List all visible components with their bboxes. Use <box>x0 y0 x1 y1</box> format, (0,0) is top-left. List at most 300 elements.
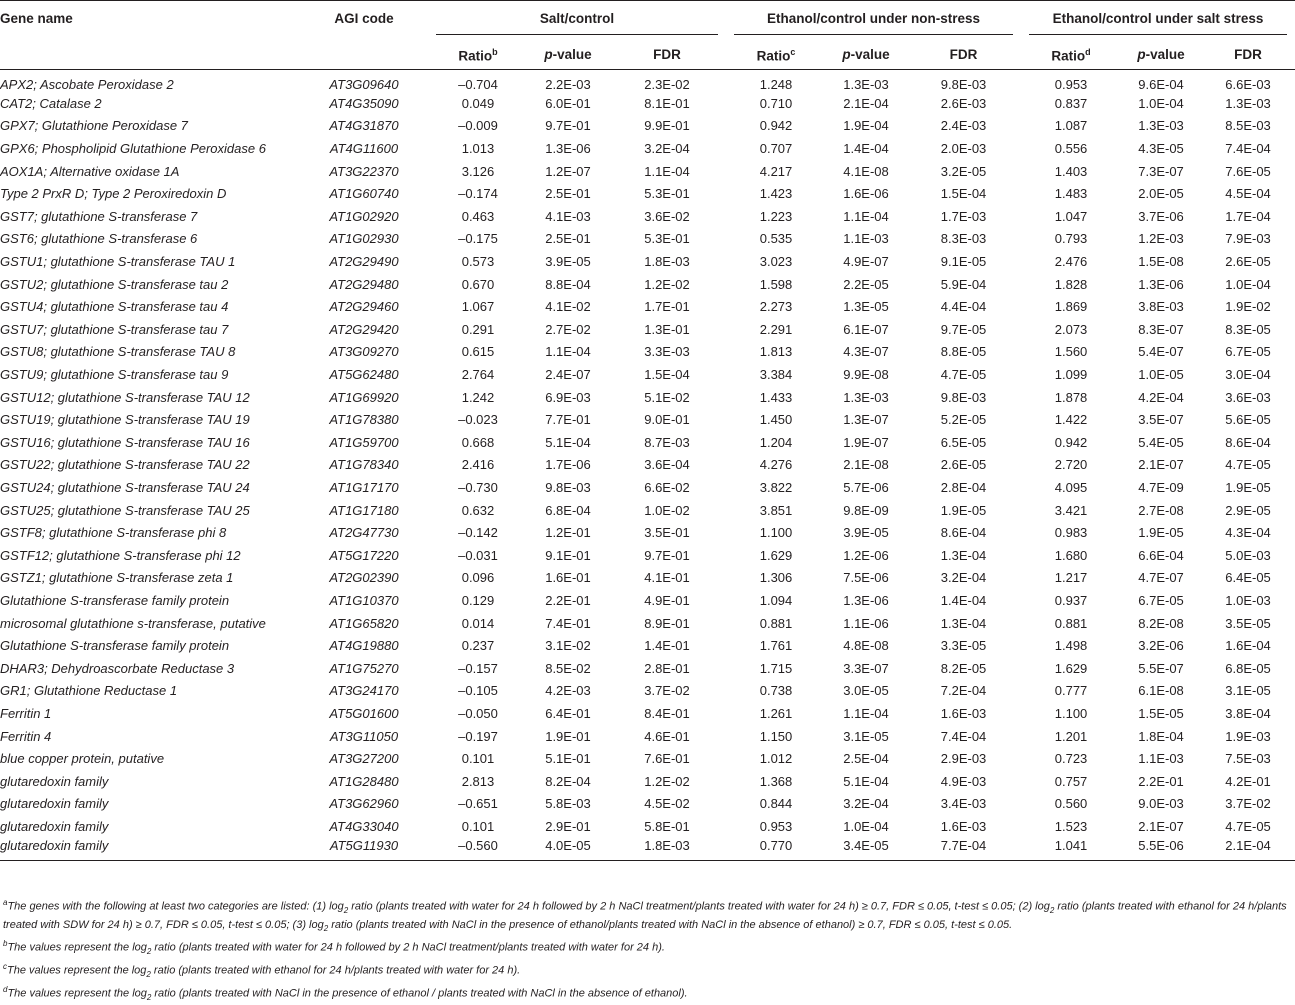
cell-eth-fdr: 9.7E-05 <box>940 321 987 337</box>
table-row <box>0 725 1295 748</box>
cell-eth-fdr: 9.1E-05 <box>940 254 987 270</box>
cell-eth-ratio: 1.204 <box>759 434 793 450</box>
cell-gene-name: CAT2; Catalase 2 <box>0 95 102 111</box>
cell-gene-name: DHAR3; Dehydroascorbate Reductase 3 <box>0 660 235 676</box>
header-row-columns <box>0 39 1295 70</box>
cell-eth-fdr: 3.4E-03 <box>940 796 987 812</box>
cell-eth-pvalue: 3.0E-05 <box>843 683 889 699</box>
cell-ethsalt-fdr: 4.2E-01 <box>1225 773 1271 789</box>
cell-eth-ratio: 3.384 <box>759 367 793 383</box>
cell-salt-ratio: 0.129 <box>461 592 495 608</box>
cell-ethsalt-pvalue: 2.2E-01 <box>1138 773 1184 789</box>
table-row <box>0 228 1295 251</box>
cell-salt-pvalue: 8.8E-04 <box>545 276 591 292</box>
cell-ethsalt-pvalue: 2.1E-07 <box>1138 818 1184 834</box>
cell-gene-name: AOX1A; Alternative oxidase 1A <box>0 163 180 179</box>
cell-eth-fdr: 1.9E-05 <box>940 502 987 518</box>
cell-ethsalt-fdr: 1.0E-03 <box>1225 592 1271 608</box>
cell-agi-code: AT1G17180 <box>329 502 399 518</box>
cell-ethsalt-pvalue: 4.2E-04 <box>1138 389 1184 405</box>
cell-eth-ratio: 2.273 <box>759 299 793 315</box>
cell-agi-code: AT2G29490 <box>329 254 399 270</box>
cell-ethsalt-fdr: 1.9E-03 <box>1225 728 1271 744</box>
cell-eth-ratio: 3.822 <box>759 479 793 495</box>
cell-agi-code: AT3G09640 <box>329 77 399 93</box>
cell-ethsalt-ratio: 1.828 <box>1054 276 1088 292</box>
cell-eth-ratio: 0.738 <box>759 683 793 699</box>
cell-salt-fdr: 4.9E-01 <box>644 592 690 608</box>
table-row <box>0 363 1295 386</box>
cell-ethsalt-ratio: 3.421 <box>1054 502 1088 518</box>
table-row <box>0 115 1295 138</box>
cell-salt-ratio: –0.197 <box>458 728 498 744</box>
cell-eth-pvalue: 5.7E-06 <box>843 479 889 495</box>
cell-ethsalt-fdr: 3.7E-02 <box>1225 796 1271 812</box>
cell-ethsalt-fdr: 6.6E-03 <box>1225 77 1271 93</box>
cell-agi-code: AT1G17170 <box>329 479 399 495</box>
cell-salt-pvalue: 9.8E-03 <box>545 479 591 495</box>
cell-salt-fdr: 8.9E-01 <box>644 615 690 631</box>
cell-salt-ratio: 0.101 <box>461 751 495 767</box>
cell-agi-code: AT4G19880 <box>329 638 399 654</box>
cell-eth-ratio: 0.707 <box>759 141 793 157</box>
cell-ethsalt-pvalue: 5.5E-06 <box>1138 838 1184 854</box>
cell-eth-pvalue: 4.9E-07 <box>843 254 889 270</box>
cell-eth-fdr: 1.6E-03 <box>940 705 987 721</box>
cell-salt-fdr: 1.4E-01 <box>644 638 690 654</box>
cell-ethsalt-ratio: 0.942 <box>1054 434 1088 450</box>
cell-ethsalt-pvalue: 9.0E-03 <box>1138 796 1184 812</box>
cell-ethsalt-pvalue: 1.5E-08 <box>1138 254 1184 270</box>
table-footnotes <box>3 895 1293 1005</box>
cell-eth-ratio: 0.881 <box>759 615 793 631</box>
cell-ethsalt-pvalue: 2.7E-08 <box>1138 502 1184 518</box>
cell-salt-ratio: –0.560 <box>458 838 498 854</box>
cell-ethsalt-pvalue: 4.3E-05 <box>1138 141 1184 157</box>
cell-salt-pvalue: 1.7E-06 <box>545 457 591 473</box>
footnote-c: $^c$The values represent the $\log_2$ ratio (plants treated with ethanol for 24 h/plants treated with water for 24 h). <box>3 961 521 979</box>
cell-ethsalt-fdr: 8.6E-04 <box>1225 434 1271 450</box>
cell-eth-fdr: 2.6E-05 <box>940 457 987 473</box>
cell-ethsalt-fdr: 5.0E-03 <box>1225 547 1271 563</box>
cell-ethsalt-pvalue: 6.1E-08 <box>1138 683 1184 699</box>
cell-salt-ratio: –0.031 <box>458 547 498 563</box>
cell-eth-pvalue: 4.1E-08 <box>843 163 889 179</box>
cell-salt-ratio: 0.049 <box>461 95 495 111</box>
cell-gene-name: GSTU7; glutathione S-transferase tau 7 <box>0 321 229 337</box>
cell-salt-fdr: 1.8E-03 <box>644 254 690 270</box>
cell-ethsalt-fdr: 3.6E-03 <box>1225 389 1271 405</box>
table-row <box>0 521 1295 544</box>
cell-eth-ratio: 1.261 <box>759 705 793 721</box>
cell-salt-pvalue: 2.2E-01 <box>545 592 591 608</box>
cell-ethsalt-ratio: 1.523 <box>1054 818 1088 834</box>
cell-agi-code: AT1G75270 <box>329 660 399 676</box>
cell-ethsalt-fdr: 7.9E-03 <box>1225 231 1271 247</box>
cell-salt-fdr: 9.7E-01 <box>644 547 690 563</box>
cell-salt-ratio: 0.101 <box>461 818 495 834</box>
cell-ethsalt-ratio: 2.476 <box>1054 254 1088 270</box>
header-ratio-c: Ratio$^c$ <box>726 39 826 70</box>
cell-salt-ratio: 0.668 <box>461 434 495 450</box>
cell-gene-name: GST6; glutathione S-transferase 6 <box>0 231 198 247</box>
cell-eth-fdr: 4.4E-04 <box>940 299 987 315</box>
cell-salt-pvalue: 8.2E-04 <box>545 773 591 789</box>
cell-ethsalt-pvalue: 1.2E-03 <box>1138 231 1184 247</box>
cell-ethsalt-fdr: 7.5E-03 <box>1225 751 1271 767</box>
cell-ethsalt-pvalue: 4.7E-07 <box>1138 570 1184 586</box>
cell-agi-code: AT2G29420 <box>329 321 399 337</box>
cell-gene-name: GSTU9; glutathione S-transferase tau 9 <box>0 367 229 383</box>
table-row <box>0 273 1295 296</box>
cell-salt-ratio: –0.704 <box>458 77 498 93</box>
cell-ethsalt-ratio: 0.793 <box>1054 231 1088 247</box>
cell-salt-ratio: 0.632 <box>461 502 495 518</box>
cell-salt-pvalue: 6.0E-01 <box>545 95 591 111</box>
table-row <box>0 589 1295 612</box>
cell-salt-pvalue: 2.5E-01 <box>545 231 591 247</box>
cell-gene-name: GSTU4; glutathione S-transferase tau 4 <box>0 299 229 315</box>
cell-eth-ratio: 1.813 <box>759 344 793 360</box>
cell-ethsalt-pvalue: 6.7E-05 <box>1138 592 1184 608</box>
cell-ethsalt-fdr: 2.1E-04 <box>1225 838 1271 854</box>
cell-salt-ratio: –0.157 <box>458 660 498 676</box>
cell-ethsalt-ratio: 4.095 <box>1054 479 1088 495</box>
cell-eth-pvalue: 3.4E-05 <box>843 838 889 854</box>
header-empty-gene <box>0 39 300 70</box>
header-empty-agi <box>300 39 428 70</box>
cell-agi-code: AT3G62960 <box>329 796 399 812</box>
cell-salt-ratio: –0.023 <box>458 412 498 428</box>
cell-gene-name: Type 2 PrxR D; Type 2 Peroxiredoxin D <box>0 186 227 202</box>
cell-ethsalt-ratio: 0.723 <box>1054 751 1088 767</box>
cell-agi-code: AT1G28480 <box>329 773 399 789</box>
header-group-ethanol-salt: Ethanol/control under salt stress <box>1021 1 1295 40</box>
cell-eth-ratio: 1.715 <box>759 660 793 676</box>
cell-ethsalt-fdr: 4.5E-04 <box>1225 186 1271 202</box>
cell-ethsalt-ratio: 1.629 <box>1054 660 1088 676</box>
cell-salt-fdr: 1.0E-02 <box>644 502 690 518</box>
cell-salt-fdr: 3.6E-04 <box>644 457 690 473</box>
cell-agi-code: AT2G29480 <box>329 276 399 292</box>
cell-agi-code: AT3G24170 <box>329 683 399 699</box>
cell-ethsalt-ratio: 1.201 <box>1054 728 1088 744</box>
cell-eth-pvalue: 1.3E-07 <box>843 412 889 428</box>
cell-eth-fdr: 1.5E-04 <box>940 186 987 202</box>
cell-ethsalt-pvalue: 9.6E-04 <box>1138 77 1184 93</box>
cell-ethsalt-fdr: 8.5E-03 <box>1225 118 1271 134</box>
cell-agi-code: AT3G11050 <box>329 728 399 744</box>
cell-ethsalt-fdr: 2.6E-05 <box>1225 254 1271 270</box>
header-row-groups <box>0 1 1295 40</box>
cell-eth-pvalue: 1.9E-07 <box>843 434 889 450</box>
cell-ethsalt-fdr: 1.0E-04 <box>1225 276 1271 292</box>
cell-ethsalt-ratio: 1.087 <box>1054 118 1088 134</box>
cell-eth-pvalue: 2.1E-08 <box>843 457 889 473</box>
cell-eth-fdr: 7.2E-04 <box>940 683 987 699</box>
cell-gene-name: GSTU12; glutathione S-transferase TAU 12 <box>0 389 250 405</box>
cell-gene-name: glutaredoxin family <box>0 838 109 854</box>
cell-gene-name: GSTF12; glutathione S-transferase phi 12 <box>0 547 241 563</box>
table-row <box>0 634 1295 657</box>
cell-agi-code: AT1G78340 <box>329 457 399 473</box>
cell-salt-fdr: 8.1E-01 <box>644 95 690 111</box>
cell-ethsalt-ratio: 1.878 <box>1054 389 1088 405</box>
cell-eth-pvalue: 3.1E-05 <box>843 728 889 744</box>
cell-ethsalt-pvalue: 1.3E-06 <box>1138 276 1184 292</box>
cell-agi-code: AT1G69920 <box>329 389 399 405</box>
cell-ethsalt-ratio: 1.403 <box>1054 163 1088 179</box>
cell-salt-pvalue: 3.9E-05 <box>545 254 591 270</box>
footnote-b: $^b$The values represent the $\log_2$ ratio (plants treated with water for 24 h followed by 2 h NaCl treatment/plants treated with water for 24 h). <box>3 939 665 956</box>
cell-salt-pvalue: 6.8E-04 <box>545 502 591 518</box>
cell-salt-fdr: 3.5E-01 <box>644 525 690 541</box>
cell-eth-ratio: 1.012 <box>759 751 793 767</box>
cell-salt-fdr: 8.7E-03 <box>644 434 690 450</box>
cell-ethsalt-fdr: 6.4E-05 <box>1225 570 1271 586</box>
cell-gene-name: GSTU8; glutathione S-transferase TAU 8 <box>0 344 236 360</box>
cell-salt-pvalue: 2.7E-02 <box>545 321 591 337</box>
cell-gene-name: microsomal glutathione s-transferase, putative <box>0 615 266 631</box>
cell-ethsalt-ratio: 0.560 <box>1054 796 1088 812</box>
cell-ethsalt-ratio: 0.777 <box>1054 683 1088 699</box>
cell-eth-fdr: 9.8E-03 <box>940 389 987 405</box>
cell-agi-code: AT2G02390 <box>329 570 399 586</box>
cell-ethsalt-ratio: 1.217 <box>1054 570 1088 586</box>
cell-eth-pvalue: 3.9E-05 <box>843 525 889 541</box>
cell-agi-code: AT2G47730 <box>329 525 399 541</box>
cell-salt-ratio: 0.670 <box>461 276 495 292</box>
cell-salt-pvalue: 6.9E-03 <box>545 389 591 405</box>
cell-ethsalt-pvalue: 1.8E-04 <box>1138 728 1184 744</box>
cell-salt-fdr: 4.1E-01 <box>644 570 690 586</box>
cell-ethsalt-pvalue: 3.8E-03 <box>1138 299 1184 315</box>
cell-eth-pvalue: 1.0E-04 <box>843 818 889 834</box>
cell-ethsalt-pvalue: 6.6E-04 <box>1138 547 1184 563</box>
cell-eth-ratio: 1.150 <box>759 728 793 744</box>
cell-agi-code: AT1G02930 <box>329 231 399 247</box>
cell-eth-pvalue: 2.2E-05 <box>843 276 889 292</box>
table-row <box>0 815 1295 838</box>
cell-eth-fdr: 2.8E-04 <box>940 479 987 495</box>
cell-eth-fdr: 8.3E-03 <box>940 231 987 247</box>
cell-eth-fdr: 3.2E-05 <box>940 163 987 179</box>
cell-eth-pvalue: 1.3E-03 <box>843 77 889 93</box>
cell-agi-code: AT5G11930 <box>329 838 399 854</box>
cell-ethsalt-ratio: 2.073 <box>1054 321 1088 337</box>
header-pvalue-1: p-value <box>528 39 608 70</box>
cell-ethsalt-fdr: 4.3E-04 <box>1225 525 1271 541</box>
cell-gene-name: glutaredoxin family <box>0 796 109 812</box>
cell-salt-fdr: 1.3E-01 <box>644 321 690 337</box>
cell-eth-ratio: 0.710 <box>759 95 793 111</box>
cell-ethsalt-fdr: 4.7E-05 <box>1225 457 1271 473</box>
cell-gene-name: GSTZ1; glutathione S-transferase zeta 1 <box>0 570 234 586</box>
cell-salt-pvalue: 4.1E-03 <box>545 208 591 224</box>
table-row <box>0 544 1295 567</box>
cell-gene-name: Ferritin 1 <box>0 705 52 721</box>
table-row <box>0 205 1295 228</box>
cell-salt-ratio: 0.014 <box>461 615 495 631</box>
cell-salt-ratio: –0.175 <box>458 231 498 247</box>
footnote-d: $^d$The values represent the $\log_2$ ratio (plants treated with NaCl in the presence of ethanol / plants treated with NaCl in the absence of ethanol). <box>3 984 688 1002</box>
cell-gene-name: GPX6; Phospholipid Glutathione Peroxidase 6 <box>0 141 266 157</box>
cell-ethsalt-fdr: 8.3E-05 <box>1225 321 1271 337</box>
cell-eth-ratio: 0.844 <box>759 796 793 812</box>
cell-ethsalt-fdr: 6.7E-05 <box>1225 344 1271 360</box>
cell-gene-name: GPX7; Glutathione Peroxidase 7 <box>0 118 188 134</box>
cell-eth-pvalue: 1.3E-06 <box>843 592 889 608</box>
table-row <box>0 454 1295 477</box>
cell-salt-ratio: 0.615 <box>461 344 495 360</box>
cell-eth-ratio: 1.450 <box>759 412 793 428</box>
table-row <box>0 431 1295 454</box>
cell-ethsalt-pvalue: 3.2E-06 <box>1138 638 1184 654</box>
cell-agi-code: AT3G22370 <box>329 163 399 179</box>
cell-salt-fdr: 5.3E-01 <box>644 186 690 202</box>
cell-eth-ratio: 1.761 <box>759 638 793 654</box>
cell-eth-ratio: 1.094 <box>759 592 793 608</box>
cell-eth-pvalue: 1.1E-04 <box>843 208 889 224</box>
cell-gene-name: GSTU24; glutathione S-transferase TAU 24 <box>0 479 250 495</box>
cell-ethsalt-fdr: 5.6E-05 <box>1225 412 1271 428</box>
cell-ethsalt-ratio: 1.680 <box>1054 547 1088 563</box>
cell-salt-fdr: 9.0E-01 <box>644 412 690 428</box>
cell-ethsalt-ratio: 1.483 <box>1054 186 1088 202</box>
cell-salt-fdr: 5.3E-01 <box>644 231 690 247</box>
cell-eth-pvalue: 7.5E-06 <box>843 570 889 586</box>
cell-ethsalt-ratio: 0.937 <box>1054 592 1088 608</box>
cell-salt-pvalue: 1.2E-07 <box>545 163 591 179</box>
cell-salt-ratio: 2.813 <box>461 773 495 789</box>
cell-ethsalt-fdr: 3.8E-04 <box>1225 705 1271 721</box>
cell-eth-fdr: 6.5E-05 <box>940 434 987 450</box>
cell-salt-pvalue: 2.2E-03 <box>545 77 591 93</box>
cell-salt-pvalue: 5.1E-04 <box>545 434 591 450</box>
table-row <box>0 838 1295 861</box>
cell-salt-pvalue: 9.7E-01 <box>545 118 591 134</box>
cell-salt-pvalue: 9.1E-01 <box>545 547 591 563</box>
cell-salt-pvalue: 6.4E-01 <box>545 705 591 721</box>
cell-ethsalt-ratio: 1.422 <box>1054 412 1088 428</box>
header-gene-name: Gene name <box>0 11 73 26</box>
cell-salt-pvalue: 1.3E-06 <box>545 141 591 157</box>
cell-gene-name: blue copper protein, putative <box>0 751 165 767</box>
cell-agi-code: AT5G01600 <box>329 705 399 721</box>
cell-gene-name: GR1; Glutathione Reductase 1 <box>0 683 178 699</box>
cell-gene-name: GSTU25; glutathione S-transferase TAU 25 <box>0 502 250 518</box>
cell-ethsalt-ratio: 0.837 <box>1054 95 1088 111</box>
table-row <box>0 680 1295 703</box>
table-row <box>0 341 1295 364</box>
cell-gene-name: GSTU19; glutathione S-transferase TAU 19 <box>0 412 250 428</box>
cell-eth-fdr: 7.7E-04 <box>940 838 987 854</box>
cell-salt-ratio: –0.142 <box>458 525 498 541</box>
cell-agi-code: AT1G60740 <box>329 186 399 202</box>
cell-salt-pvalue: 2.4E-07 <box>545 367 591 383</box>
cell-salt-pvalue: 1.6E-01 <box>545 570 591 586</box>
cell-salt-ratio: –0.009 <box>458 118 498 134</box>
cell-agi-code: AT4G35090 <box>329 95 399 111</box>
cell-ethsalt-pvalue: 7.3E-07 <box>1138 163 1184 179</box>
cell-eth-fdr: 7.4E-04 <box>940 728 987 744</box>
cell-salt-pvalue: 4.1E-02 <box>545 299 591 315</box>
cell-ethsalt-fdr: 1.9E-02 <box>1225 299 1271 315</box>
cell-eth-fdr: 1.3E-04 <box>940 547 987 563</box>
cell-agi-code: AT3G09270 <box>329 344 399 360</box>
table-row <box>0 702 1295 725</box>
cell-salt-fdr: 4.6E-01 <box>644 728 690 744</box>
cell-salt-pvalue: 1.1E-04 <box>545 344 591 360</box>
cell-ethsalt-pvalue: 8.2E-08 <box>1138 615 1184 631</box>
cell-eth-ratio: 4.217 <box>759 163 793 179</box>
cell-eth-ratio: 2.291 <box>759 321 793 337</box>
cell-eth-pvalue: 6.1E-07 <box>843 321 889 337</box>
cell-ethsalt-fdr: 3.5E-05 <box>1225 615 1271 631</box>
cell-salt-ratio: 2.416 <box>461 457 495 473</box>
cell-salt-fdr: 1.7E-01 <box>644 299 690 315</box>
cell-agi-code: AT1G02920 <box>329 208 399 224</box>
cell-ethsalt-fdr: 6.8E-05 <box>1225 660 1271 676</box>
cell-salt-fdr: 1.8E-03 <box>644 838 690 854</box>
cell-ethsalt-ratio: 0.983 <box>1054 525 1088 541</box>
cell-eth-fdr: 2.4E-03 <box>940 118 987 134</box>
cell-gene-name: GSTU2; glutathione S-transferase tau 2 <box>0 276 229 292</box>
cell-eth-pvalue: 5.1E-04 <box>843 773 889 789</box>
cell-salt-fdr: 1.1E-04 <box>644 163 690 179</box>
cell-eth-fdr: 1.6E-03 <box>940 818 987 834</box>
cell-salt-fdr: 8.4E-01 <box>644 705 690 721</box>
cell-ethsalt-ratio: 0.881 <box>1054 615 1088 631</box>
cell-ethsalt-pvalue: 1.0E-04 <box>1138 95 1184 111</box>
cell-gene-name: Ferritin 4 <box>0 728 52 744</box>
cell-salt-pvalue: 5.1E-01 <box>545 751 591 767</box>
cell-salt-ratio: –0.105 <box>458 683 498 699</box>
cell-eth-pvalue: 1.3E-03 <box>843 389 889 405</box>
cell-ethsalt-ratio: 1.498 <box>1054 638 1088 654</box>
cell-eth-pvalue: 1.6E-06 <box>843 186 889 202</box>
cell-salt-fdr: 2.8E-01 <box>644 660 690 676</box>
cell-ethsalt-pvalue: 5.4E-05 <box>1138 434 1184 450</box>
cell-ethsalt-fdr: 2.9E-05 <box>1225 502 1271 518</box>
cell-salt-fdr: 5.1E-02 <box>644 389 690 405</box>
cell-eth-ratio: 1.100 <box>759 525 793 541</box>
cell-eth-fdr: 4.9E-03 <box>940 773 987 789</box>
cell-gene-name: Glutathione S-transferase family protein <box>0 638 230 654</box>
cell-eth-ratio: 0.770 <box>759 838 793 854</box>
cell-salt-pvalue: 8.5E-02 <box>545 660 591 676</box>
cell-eth-pvalue: 1.9E-04 <box>843 118 889 134</box>
header-ratio-d: Ratio$^d$ <box>1021 39 1121 70</box>
table-row <box>0 182 1295 205</box>
cell-salt-ratio: –0.174 <box>458 186 498 202</box>
cell-salt-fdr: 1.5E-04 <box>644 367 690 383</box>
cell-eth-fdr: 3.2E-04 <box>940 570 987 586</box>
cell-agi-code: AT4G33040 <box>329 818 399 834</box>
cell-eth-ratio: 0.953 <box>759 818 793 834</box>
cell-ethsalt-pvalue: 3.5E-07 <box>1138 412 1184 428</box>
cell-salt-ratio: 2.764 <box>461 367 495 383</box>
cell-ethsalt-pvalue: 2.0E-05 <box>1138 186 1184 202</box>
cell-ethsalt-pvalue: 5.5E-07 <box>1138 660 1184 676</box>
cell-salt-ratio: 0.573 <box>461 254 495 270</box>
cell-salt-pvalue: 4.2E-03 <box>545 683 591 699</box>
cell-salt-fdr: 3.6E-02 <box>644 208 690 224</box>
cell-ethsalt-pvalue: 1.3E-03 <box>1138 118 1184 134</box>
table-row <box>0 657 1295 680</box>
cell-ethsalt-fdr: 1.7E-04 <box>1225 208 1271 224</box>
cell-agi-code: AT3G27200 <box>329 751 399 767</box>
